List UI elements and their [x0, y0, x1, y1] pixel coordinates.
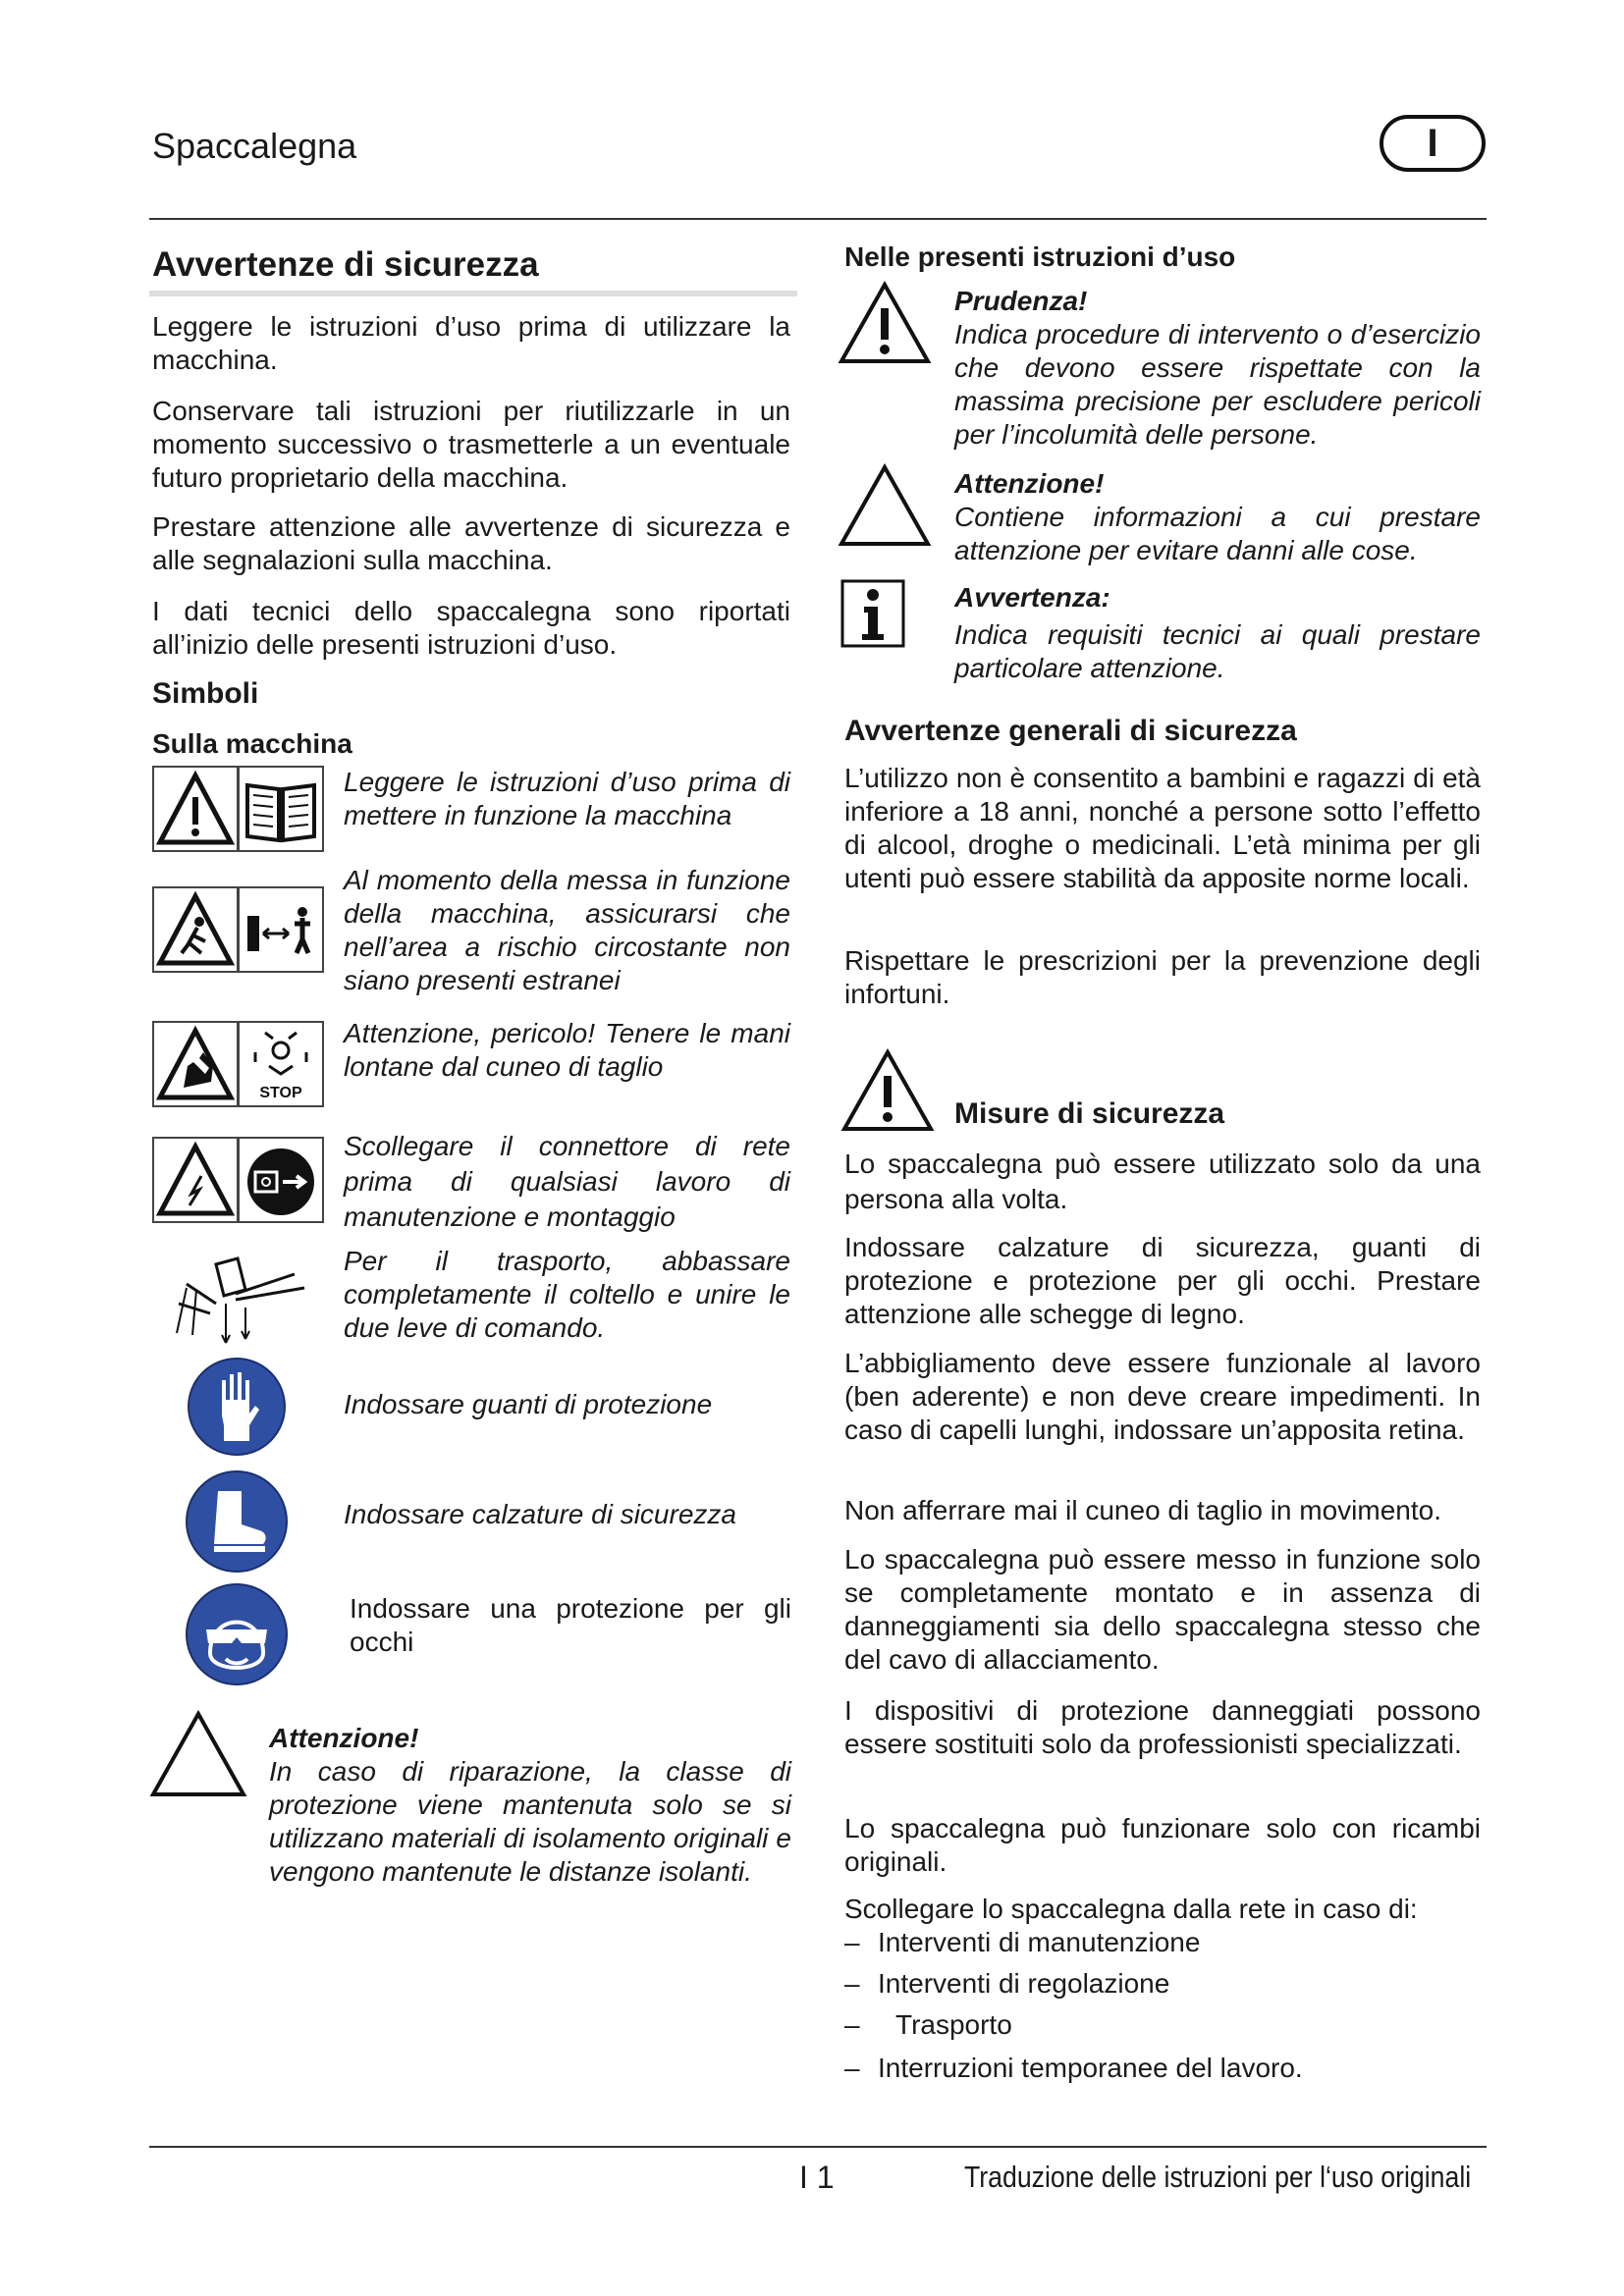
page-header-title: Spaccalegna — [152, 126, 357, 166]
caution-triangle-icon — [149, 1710, 247, 1798]
note-title-2: Attenzione! — [954, 468, 1105, 499]
header-rule — [149, 218, 1487, 220]
caution-title: Attenzione! — [269, 1723, 419, 1753]
caution-text: In caso di riparazione, la classe di protezione viene mantenuta solo se si utilizzano materiali di isolamento originali e vengono mantenute le distanze isolanti. — [269, 1756, 791, 1887]
list-item: – Interventi di regolazione — [844, 1968, 1170, 1999]
measures-paragraph-4: Non afferrare mai il cuneo di taglio in movimento. — [844, 1495, 1442, 1525]
left-paragraph-4: I dati tecnici dello spaccalegna sono riportati all’inizio delle presenti istruzioni d’uso. — [152, 596, 790, 660]
general-safety-heading: Avvertenze generali di sicurezza — [844, 715, 1297, 747]
attention-triangle-icon — [838, 463, 932, 548]
symbol-text-8: Indossare una protezione per gli occhi — [350, 1593, 791, 1657]
measures-paragraph-6: I dispositivi di protezione danneggiati possono essere sostituiti solo da professionisti specializzati. — [844, 1695, 1481, 1759]
prudence-warning-icon — [838, 281, 932, 365]
footer-rule — [149, 2146, 1487, 2148]
symbol-text-3: Attenzione, pericolo! Tenere le mani lontane dal cuneo di taglio — [344, 1018, 790, 1082]
measures-warning-icon — [840, 1048, 935, 1133]
note-text-3: Indica requisiti tecnici ai quali prestare particolare attenzione. — [954, 619, 1481, 683]
note-text-2: Contiene informazioni a cui prestare attenzione per evitare danni alle cose. — [954, 502, 1481, 565]
measures-paragraph-7: Lo spaccalegna può funzionare solo con ricambi originali. — [844, 1813, 1481, 1877]
general-paragraph-1: L’utilizzo non è consentito a bambini e ragazzi di età inferiore a 18 anni, nonché a persone sotto l’effetto di alcool, droghe o medicinali. L’età minima per gli utenti può essere stabilità da apposite norme locali. — [844, 763, 1481, 893]
symbol-text-2: Al momento della messa in funzione della macchina, assicurarsi che nell’area a rischio circostante non siano presenti estranei — [344, 865, 790, 995]
note-title-3: Avvertenza: — [954, 582, 1110, 613]
symbol-text-5: Per il trasporto, abbassare completamente il coltello e unire le due leve di comando. — [344, 1246, 790, 1343]
left-paragraph-2: Conservare tali istruzioni per riutilizzarle in un momento successivo o trasmetterle a un eventuale futuro proprietario della macchina. — [152, 396, 790, 493]
general-paragraph-2: Rispettare le prescrizioni per la prevenzione degli infortuni. — [844, 945, 1481, 1009]
distance-person-icon — [238, 886, 324, 973]
machine-heading: Sulla macchina — [152, 728, 352, 759]
stop-cycle-icon — [238, 1021, 324, 1107]
heading-underline — [149, 291, 797, 296]
stop-label: STOP — [259, 1085, 302, 1101]
symbol-text-4: Scollegare il connettore di rete prima di qualsiasi lavoro di manutenzione e montaggio — [344, 1131, 790, 1232]
measures-paragraph-5: Lo spaccalegna può essere messo in funzione solo se completamente montato e in assenza di danneggiamenti sia dello spaccalegna stesso che del cavo di allacciamento. — [844, 1544, 1481, 1675]
list-item: – Interruzioni temporanee del lavoro. — [844, 2053, 1303, 2083]
left-paragraph-3: Prestare attenzione alle avvertenze di sicurezza e alle segnalazioni sulla macchina. — [152, 511, 790, 575]
list-item: – Interventi di manutenzione — [844, 1927, 1201, 1957]
footer-text: Traduzione delle istruzioni per l‘uso originali — [964, 2160, 1472, 2194]
measures-paragraph-8: Scollegare lo spaccalegna dalla rete in caso di: — [844, 1894, 1418, 1924]
symbols-heading: Simboli — [152, 677, 259, 710]
measures-paragraph-3: L’abbigliamento deve essere funzionale al lavoro (ben aderente) e non deve creare impedimenti. In caso di capelli lunghi, indossare un’apposita retina. — [844, 1348, 1481, 1445]
info-icon — [840, 579, 905, 648]
note-text-1: Indica procedure di intervento o d’esercizio che devono essere rispettate con la massima precisione per escludere pericoli per l’incolumità delle persone. — [954, 319, 1481, 450]
plug-icon — [238, 1137, 324, 1223]
manual-book-icon — [238, 766, 324, 852]
transport-lever-icon — [167, 1245, 314, 1353]
safety-heading: Avvertenze di sicurezza — [152, 245, 539, 284]
warning-hand-icon — [152, 1021, 239, 1107]
page-number: I 1 — [799, 2160, 835, 2195]
list-item: – Trasporto — [844, 2009, 1012, 2040]
symbol-text-1: Leggere le istruzioni d’uso prima di mettere in funzione la macchina — [344, 767, 790, 830]
instructions-heading: Nelle presenti istruzioni d’uso — [844, 241, 1236, 272]
measures-heading: Misure di sicurezza — [954, 1097, 1225, 1130]
note-title-1: Prudenza! — [954, 286, 1088, 316]
measures-paragraph-2: Indossare calzature di sicurezza, guanti di protezione e protezione per gli occhi. Prestare attenzione alle schegge di legno. — [844, 1232, 1481, 1329]
symbol-text-6: Indossare guanti di protezione — [344, 1389, 713, 1419]
safety-boots-icon — [185, 1469, 289, 1574]
symbol-text-7: Indossare calzature di sicurezza — [344, 1499, 736, 1529]
warning-person-icon — [152, 886, 239, 973]
warning-electric-icon — [152, 1137, 239, 1223]
language-badge: I — [1380, 115, 1486, 172]
eye-protection-icon — [185, 1582, 289, 1686]
left-paragraph-1: Leggere le istruzioni d’uso prima di utilizzare la macchina. — [152, 311, 790, 375]
warning-icon — [152, 766, 239, 852]
measures-paragraph-1: Lo spaccalegna può essere utilizzato solo da una persona alla volta. — [844, 1148, 1481, 1214]
gloves-icon — [187, 1357, 287, 1457]
